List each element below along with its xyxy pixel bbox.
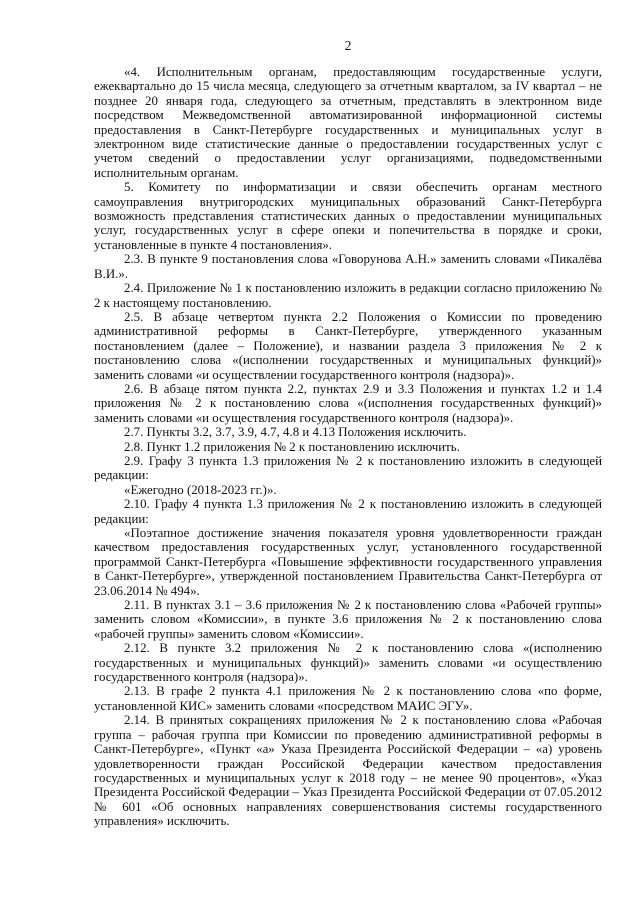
- paragraph-2-7: 2.7. Пункты 3.2, 3.7, 3.9, 4.7, 4.8 и 4.13 Положения исключить.: [124, 425, 467, 440]
- paragraph-2-11: 2.11. В пунктах 3.1 – 3.6 приложения № 2 к постановлению слова «Рабочей группы» заменить словом «Комиссии», в пункте 3.6 приложения № 2 к постановлению слова «рабочей группы» заменить словом «Комиссии».: [94, 598, 602, 641]
- paragraph-2-13: 2.13. В графе 2 пункта 4.1 приложения № 2 к постановлению слова «по форме, установленной КИС» заменить словами «посредством МАИС ЭГУ».: [94, 684, 602, 713]
- paragraph-item-5: 5. Комитету по информатизации и связи обеспечить органам местного самоуправления внутригородских муниципальных образований Санкт-Петербурга возможность представления статистических данных о предоставлении муниципальных услуг, государственных услуг в сфере опеки и попечительства в порядке и сроки, установленные в пункте 4 постановления».: [94, 180, 602, 252]
- paragraph-2-10-quote: «Поэтапное достижение значения показателя уровня удовлетворенности граждан качеством предоставления государственных услуг, установленного государственной программой Санкт-Петербурга «Повышение эффективности государственного управления в Санкт-Петербурге», утвержденной постановлением Правительства Санкт-Петербурга от 23.06.2014 № 494».: [94, 526, 602, 598]
- paragraph-2-8: 2.8. Пункт 1.2 приложения № 2 к постановлению исключить.: [124, 439, 460, 454]
- paragraph-2-10: 2.10. Графу 4 пункта 1.3 приложения № 2 к постановлению изложить в следующей редакции:: [94, 497, 602, 526]
- paragraph-2-4: 2.4. Приложение № 1 к постановлению изложить в редакции согласно приложению № 2 к настоящему постановлению.: [94, 281, 602, 310]
- paragraph-2-9-quote: «Ежегодно (2018-2023 гг.)».: [124, 482, 277, 497]
- paragraph-2-9: 2.9. Графу 3 пункта 1.3 приложения № 2 к постановлению изложить в следующей редакции:: [94, 453, 602, 483]
- paragraph-2-6: 2.6. В абзаце пятом пункта 2.2, пунктах 2.9 и 3.3 Положения и пунктах 1.2 и 1.4 приложения № 2 к постановлению слова «(исполнения государственных функций)» заменить словами «и осуществления государственного контроля (надзора)».: [94, 381, 602, 425]
- document-body: [94, 65, 602, 829]
- paragraph-2-12: 2.12. В пункте 3.2 приложения № 2 к постановлению слова «(исполнению государственных и муниципальных функций)» заменить словами «и осуществлению государственного контроля (надзора)».: [94, 641, 602, 685]
- paragraph-item-4: «4. Исполнительным органам, предоставляющим государственные услуги, ежеквартально до 15 числа месяца, следующего за отчетным кварталом, за IV квартал – не позднее 20 января года, следующего за отчетным, представлять в электронном виде посредством Межведомственной автоматизированной информационной системы предоставления в Санкт-Петербурге государственных и муниципальных услуг в электронном виде статистические данные о предоставлении государственных услуг с учетом сведений о предоставлении услуг организациями, подведомственными исполнительным органам.: [94, 65, 602, 180]
- page-number: 2: [344, 38, 352, 53]
- paragraph-2-14: 2.14. В принятых сокращениях приложения № 2 к постановлению слова «Рабочая группа – рабочая группа при Комиссии по проведению административной реформы в Санкт-Петербурге», «Пункт «а» Указа Президента Российской Федерации – «а) уровень удовлетворенности граждан Российской Федерации качеством предоставления государственных и муниципальных услуг к 2018 году – не менее 90 процентов», «Указ Президента Российской Федерации – Указ Президента Российской Федерации от 07.05.2012 № 601 «Об основных направлениях совершенствования системы государственного управления» исключить.: [94, 713, 602, 829]
- paragraph-2-3: 2.3. В пункте 9 постановления слова «Говорунова А.Н.» заменить словами «Пикалёва В.И.».: [94, 252, 602, 281]
- paragraph-2-5: 2.5. В абзаце четвертом пункта 2.2 Положения о Комиссии по проведению административной реформы в Санкт-Петербурге, утвержденного указанным постановлением (далее – Положение), и названии раздела 3 приложения № 2 к постановлению слова «(исполнении государственных и муниципальных функций)» заменить словами «и осуществлении государственного контроля (надзора)».: [94, 309, 602, 382]
